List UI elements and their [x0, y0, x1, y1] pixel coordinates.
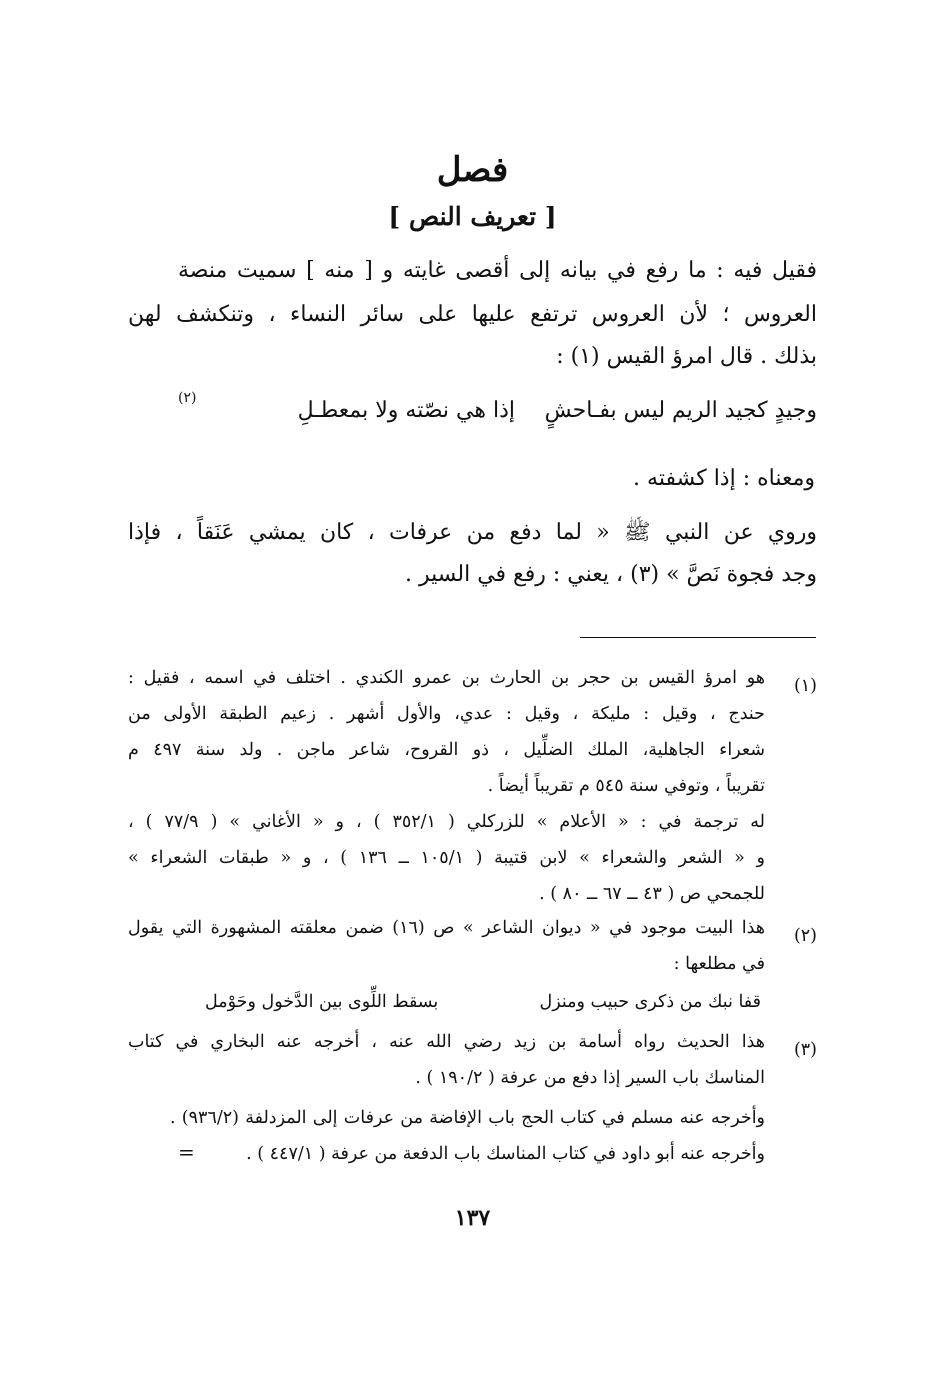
footnote-verse-first: قفا نبك من ذكرى حبيب ومنزل: [539, 992, 761, 1012]
footnote-line: تقريباً ، وتوفي سنة ٥٤٥ م تقريباً أيضاً .: [487, 776, 765, 796]
body-line: ومعناه : إذا كشفته .: [633, 466, 815, 491]
footnote-line: و « الشعر والشعراء » لابن قتيبة ( ١٠٥/١ ــ ١٣٦ ) ، و « طبقات الشعراء »: [128, 848, 765, 868]
footnote-line: له ترجمة في : « الأعلام » للزركلي ( ٣٥٢/١ ) ، و « الأغاني » ( ٧٧/٩ ) ،: [128, 812, 766, 832]
footnote-line: حندج ، وقيل : مليكة ، وقيل : عدي، والأول أشهر . زعيم الطبقة الأولى من: [128, 704, 765, 724]
footnote-line: وأخرجه عنه أبو داود في كتاب المناسك باب الدفعة من عرفة ( ٤٤٧/١ ) .: [246, 1144, 765, 1164]
footnote-number: (١): [793, 676, 817, 696]
footnote-line: المناسك باب السير إذا دفع من عرفة ( ١٩٠/٢ ) .: [415, 1068, 765, 1088]
footnote-number: (٣): [793, 1040, 817, 1060]
footnote-number: (٢): [793, 926, 817, 946]
body-line: وجد فجوة نَصَّ » (٣) ، يعني : رفع في السير .: [405, 562, 817, 587]
footnote-line: هذا البيت موجود في « ديوان الشاعر » ص (١٦) ضمن معلقته المشهورة التي يقول: [128, 918, 765, 938]
footnote-line: للجمحي ص ( ٤٣ ــ ٦٧ ــ ٨٠ ) .: [539, 884, 765, 904]
footnote-line: شعراء الجاهلية، الملك الضلِّيل ، ذو القروح، شاعر ماجن . ولد سنة ٤٩٧ م: [128, 740, 765, 760]
continuation-mark: =: [178, 1140, 195, 1164]
body-line: بذلك . قال امرؤ القيس (١) :: [556, 344, 817, 369]
body-line: وروي عن النبي ﷺ « لما دفع من عرفات ، كان يمشي عَنَقاً ، فإذا: [128, 520, 817, 545]
body-line: العروس ؛ لأن العروس ترتفع عليها على سائر النساء ، وتنكشف لهن: [128, 302, 817, 327]
footnote-line: وأخرجه عنه مسلم في كتاب الحج باب الإفاضة من عرفات إلى المزدلفة (٩٣٦/٢) .: [170, 1108, 766, 1128]
section-subtitle: [ تعريف النص ]: [388, 202, 557, 231]
page-number: ١٣٧: [454, 1205, 491, 1231]
body-line: فقيل فيه : ما رفع في بيانه إلى أقصى غايته و [ منه ] سميت منصة: [178, 258, 817, 283]
verse-second-half: إذا هي نصّته ولا بمعطـلِ: [297, 398, 515, 423]
section-title: فصل: [436, 150, 509, 190]
footnote-line: هو امرؤ القيس بن حجر بن الحارث بن عمرو الكندي . اختلف في اسمه ، فقيل :: [128, 668, 765, 688]
footnote-line: هذا الحديث رواه أسامة بن زيد رضي الله عنه ، أخرجه عنه البخاري في كتاب: [128, 1032, 765, 1052]
verse-footnote-marker: (٢): [178, 390, 197, 406]
footnote-line: في مطلعها :: [673, 954, 765, 974]
footnote-verse-second: بسقط اللِّوى بين الدَّخول وحَوْمل: [205, 992, 439, 1012]
footnote-separator: [580, 637, 816, 638]
verse-first-half: وجيدٍ كجيد الريم ليس بفـاحشٍ: [544, 398, 817, 423]
